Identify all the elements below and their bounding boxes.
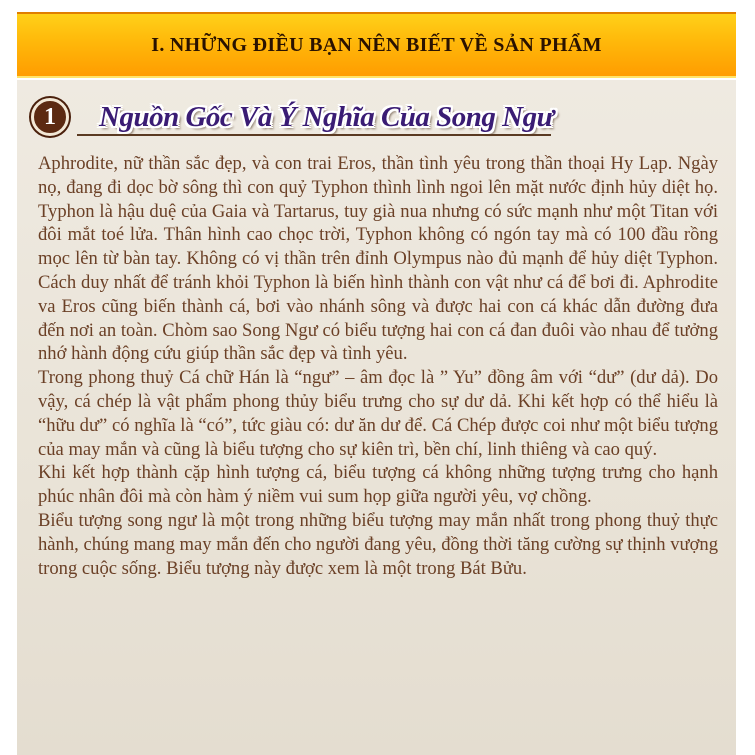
- banner-title: I. NHỮNG ĐIỀU BẠN NÊN BIẾT VỀ SẢN PHẨM: [151, 33, 602, 56]
- section-heading: [31, 98, 554, 136]
- heading-underline: [77, 134, 551, 136]
- paragraph-pair-meaning: Khi kết hợp thành cặp hình tượng cá, biểu tượng cá không những tượng trưng cho hạnh phúc nhân đôi mà còn hàm ý niềm vui sum họp giữa người yêu, vợ chồng.: [38, 462, 718, 508]
- section-title: Nguồn Gốc Và Ý Nghĩa Của Song Ngư: [99, 100, 554, 133]
- paragraph-luck-symbol: Biểu tượng song ngư là một trong những biểu tượng may mắn nhất trong phong thuỷ thực hành, chúng mang may mắn đến cho người đang yêu, đồng thời tăng cường sự thịnh vượng trong cuộc sống. Biểu tượng này được xem là một trong Bát Bửu.: [38, 509, 718, 579]
- section-banner: [17, 12, 736, 78]
- paragraph-feng-shui: Trong phong thuỷ Cá chữ Hán là “ngư” – âm đọc là ” Yu” đồng âm với “dư” (dư dả). Do vậy, cá chép là vật phẩm phong thủy biểu trưng cho sự dư dả. Khi kết hợp có thể hiểu là “hữu dư” có nghĩa là “có”, tức giàu có: dư ăn dư để. Cá Chép được coi như một biểu tượng của may mắn và cũng là biểu tượng cho sự kiên trì, bền chí, linh thiêng và cao quý.: [38, 367, 718, 460]
- section-number-badge: 1: [31, 98, 69, 136]
- content-panel: [17, 80, 736, 755]
- article-body: [38, 152, 718, 580]
- paragraph-origin: Aphrodite, nữ thần sắc đẹp, và con trai Eros, thần tình yêu trong thần thoại Hy Lạp. Ngày nọ, đang đi dọc bờ sông thì con quỷ Typhon thình lình ngoi lên mặt nước định hủy diệt họ. Typhon là hậu duệ của Gaia và Tartarus, tuy già nua nhưng có sức mạnh như một Titan với đôi mắt toé lửa. Thân hình cao chọc trời, Typhon không có ngón tay mà có 100 đầu rồng mọc lên từ bàn tay. Không có vị thần trên đỉnh Olympus nào đủ mạnh để hủy diệt Typhon. Cách duy nhất để tránh khỏi Typhon là biến hình thành con vật như cá để bơi đi. Aphrodite va Eros cũng biến thành cá, bơi vào nhánh sông và được hai con cá khác dẫn đường đưa đến nơi an toàn. Chòm sao Song Ngư có biểu tượng hai con cá đan đuôi vào nhau để tưởng nhớ hành động cứu giúp thần sắc đẹp và tình yêu.: [38, 153, 718, 365]
